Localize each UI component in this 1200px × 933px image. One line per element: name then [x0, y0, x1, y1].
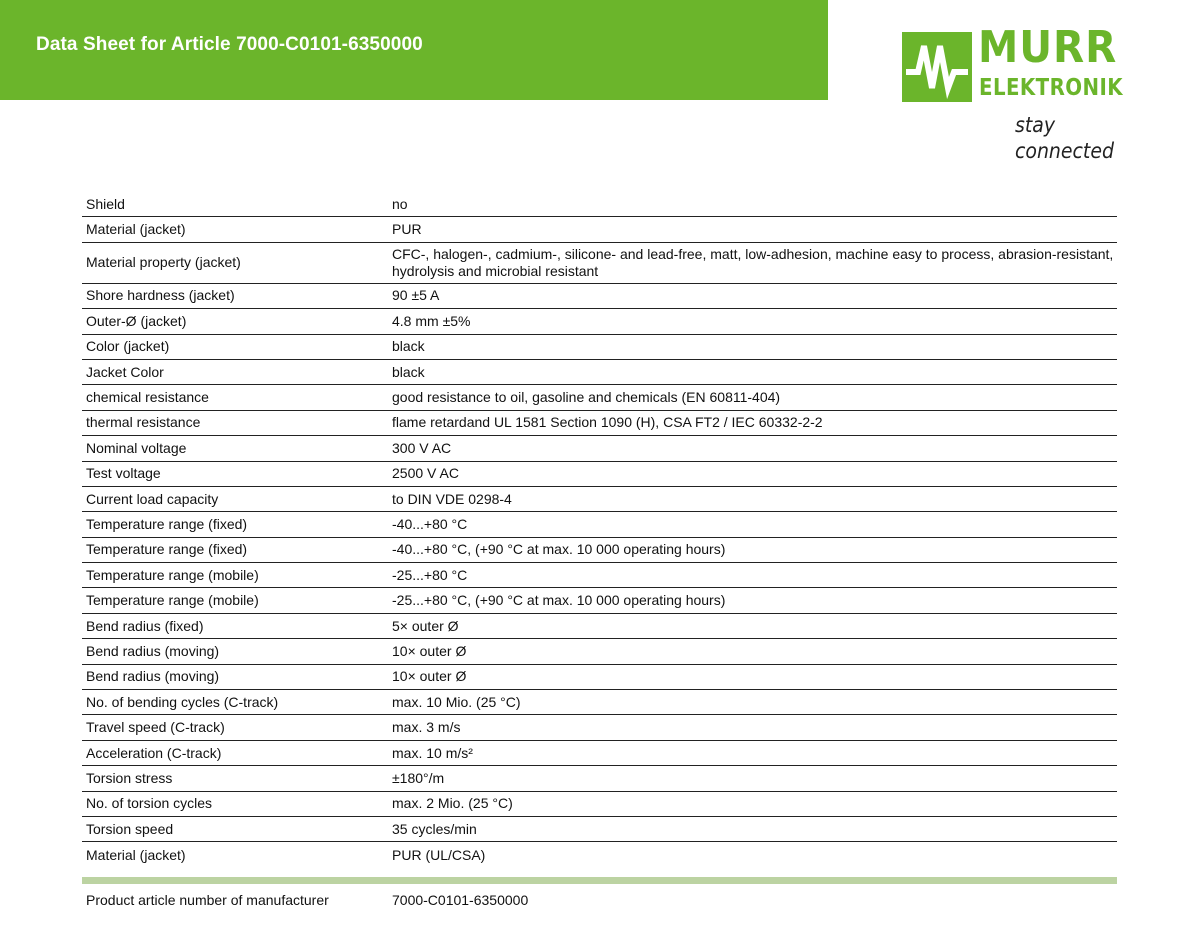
table-row	[82, 538, 1117, 563]
spec-value: max. 10 m/s²	[392, 744, 473, 761]
spec-label: chemical resistance	[86, 389, 209, 406]
spec-value: flame retardand UL 1581 Section 1090 (H), CSA FT2 / IEC 60332-2-2	[392, 414, 823, 431]
spec-label: Bend radius (fixed)	[86, 617, 204, 634]
spec-label: Shore hardness (jacket)	[86, 287, 235, 304]
table-row	[82, 639, 1117, 664]
spec-label: Torsion stress	[86, 769, 173, 786]
spec-label: Outer-Ø (jacket)	[86, 312, 187, 329]
spec-label: Current load capacity	[86, 490, 219, 507]
spec-value: 2500 V AC	[392, 465, 459, 482]
table-row	[82, 665, 1117, 690]
table-row	[82, 588, 1117, 613]
spec-value: 90 ±5 A	[392, 287, 440, 304]
spec-table	[82, 192, 1117, 868]
table-row	[82, 284, 1117, 309]
spec-label: Bend radius (moving)	[86, 668, 220, 685]
spec-label: Material property (jacket)	[86, 254, 241, 271]
table-row	[82, 792, 1117, 817]
spec-value: 10× outer Ø	[392, 642, 467, 659]
spec-value: 35 cycles/min	[392, 820, 477, 837]
table-row	[82, 360, 1117, 385]
spec-label: Torsion speed	[86, 820, 174, 837]
spec-label: Temperature range (fixed)	[86, 541, 248, 558]
spec-value: 4.8 mm ±5%	[392, 312, 471, 329]
spec-label: Color (jacket)	[86, 338, 170, 355]
spec-value: max. 10 Mio. (25 °C)	[392, 693, 521, 710]
table-row	[82, 614, 1117, 639]
spec-label: No. of bending cycles (C-track)	[86, 693, 279, 710]
spec-value: max. 3 m/s	[392, 719, 461, 736]
table-row	[82, 192, 1117, 217]
footer-row	[82, 890, 1117, 910]
spec-label: Temperature range (mobile)	[86, 592, 259, 609]
spec-value: 300 V AC	[392, 439, 452, 456]
spec-label: Shield	[86, 195, 125, 212]
murr-waveform-icon	[902, 32, 972, 102]
table-row	[82, 385, 1117, 410]
spec-value: -25...+80 °C, (+90 °C at max. 10 000 operating hours)	[392, 592, 726, 609]
spec-value: 10× outer Ø	[392, 668, 467, 685]
spec-label: Temperature range (mobile)	[86, 566, 259, 583]
logo-tagline: stay connected	[1015, 113, 1114, 163]
table-row	[82, 487, 1117, 512]
spec-value: black	[392, 363, 425, 380]
spec-label: Travel speed (C-track)	[86, 719, 225, 736]
spec-value: to DIN VDE 0298-4	[392, 490, 512, 507]
spec-value: -40...+80 °C	[392, 515, 468, 532]
spec-value: -25...+80 °C	[392, 566, 468, 583]
table-row	[82, 512, 1117, 537]
spec-value: PUR	[392, 221, 422, 238]
spec-label: thermal resistance	[86, 414, 201, 431]
page-title: Data Sheet for Article 7000-C0101-6350000	[36, 34, 423, 55]
spec-label: Test voltage	[86, 465, 161, 482]
footer-value: 7000-C0101-6350000	[392, 892, 529, 908]
spec-value: -40...+80 °C, (+90 °C at max. 10 000 operating hours)	[392, 541, 726, 558]
spec-label: Jacket Color	[86, 363, 164, 380]
table-row	[82, 842, 1117, 867]
spec-value: CFC-, halogen-, cadmium-, silicone- and lead-free, matt, low-adhesion, machine easy to process, abrasion-resistant, hydrolysis and microbial resistant	[392, 245, 1114, 279]
spec-label: Material (jacket)	[86, 221, 186, 238]
table-row	[82, 411, 1117, 436]
table-row	[82, 715, 1117, 740]
header-band	[0, 0, 828, 100]
logo-brand-murr: MURR	[978, 22, 1118, 73]
footer-label: Product article number of manufacturer	[86, 892, 329, 908]
spec-value: PUR (UL/CSA)	[392, 846, 486, 863]
spec-value: ±180°/m	[392, 769, 445, 786]
table-row	[82, 741, 1117, 766]
table-row	[82, 817, 1117, 842]
spec-value: 5× outer Ø	[392, 617, 459, 634]
footer-divider	[82, 877, 1117, 884]
spec-label: Material (jacket)	[86, 846, 186, 863]
table-row	[82, 335, 1117, 360]
table-row	[82, 436, 1117, 461]
table-row	[82, 309, 1117, 334]
spec-value: black	[392, 338, 425, 355]
table-row	[82, 217, 1117, 242]
spec-label: Temperature range (fixed)	[86, 515, 248, 532]
murr-elektronik-logo	[902, 22, 1162, 163]
logo-brand-elektronik: ELEKTRONIK	[979, 75, 1124, 101]
spec-value: no	[392, 195, 408, 212]
spec-label: Nominal voltage	[86, 439, 187, 456]
spec-label: Bend radius (moving)	[86, 642, 220, 659]
table-row	[82, 690, 1117, 715]
spec-label: No. of torsion cycles	[86, 795, 213, 812]
spec-value: good resistance to oil, gasoline and chemicals (EN 60811-404)	[392, 389, 781, 406]
table-row	[82, 462, 1117, 487]
spec-label: Acceleration (C-track)	[86, 744, 222, 761]
spec-value: max. 2 Mio. (25 °C)	[392, 795, 513, 812]
table-row	[82, 766, 1117, 791]
table-row	[82, 243, 1117, 284]
table-row	[82, 563, 1117, 588]
